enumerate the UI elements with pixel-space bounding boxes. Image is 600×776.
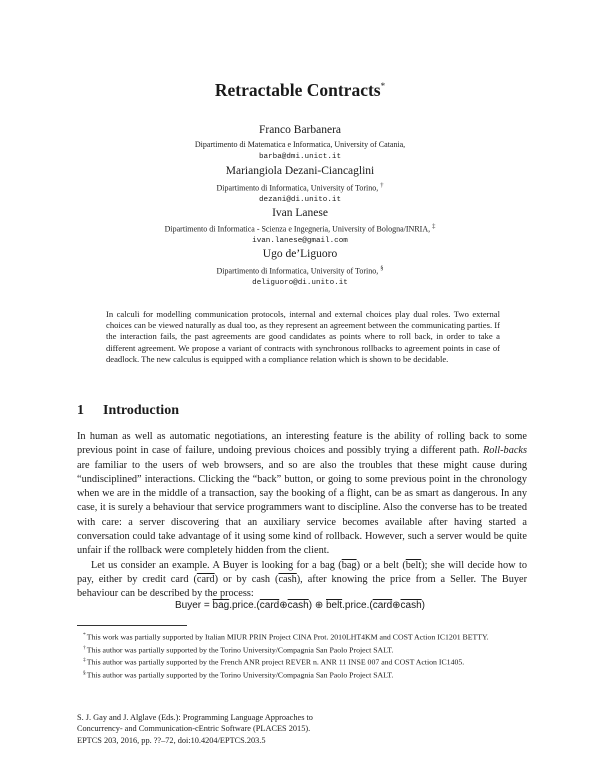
author-email: ivan.lanese@gmail.com <box>252 237 348 246</box>
paper-title <box>0 80 600 101</box>
buyer-process-formula <box>0 600 600 611</box>
affiliation-footnote-mark: † <box>380 182 384 189</box>
footnote-divider <box>77 625 187 626</box>
math-part: .price.( <box>229 600 260 611</box>
footnote-text: This work was partially supported by Italian MIUR PRIN Project CINA Prot. 2010LHT4KM and COST Action IC1201 BETTY. <box>86 632 489 642</box>
paragraph-text: are familiar to the users of web browsers, and so are also the troubles that these might cause during “undisciplined” interactions. Clicking the “back” button, or going to some previous point in the chronology when we are in the middle of a transaction, say the booking of a flight, can be as smart as dangerous. In any case, it is surely a behaviour that service programmers want to discipline. Also the converse has to be treated with care: a server discovering that an auxiliary service becomes available after having started a conversation could take advantage of it using some kind of rollback. However, such a server would be quite unfair if the rollback were completely hidden from the client. <box>77 459 527 557</box>
author-name: Franco Barbanera <box>258 124 342 136</box>
footnote <box>83 643 532 656</box>
paragraph-text: ) or a belt ( <box>356 559 406 571</box>
author-affiliation <box>0 181 600 206</box>
author-affiliation <box>0 264 600 289</box>
author-affiliation <box>0 140 600 162</box>
paper-title-text: Retractable Contracts <box>214 80 381 100</box>
publication-line: EPTCS 203, 2016, pp. ??–72, doi:10.4204/EPTCS.203.5 <box>77 735 266 745</box>
math-part: ⊕ <box>279 600 288 611</box>
abstract: In calculi for modelling communication protocols, internal and external choices play dual roles. Two external choices can be viewed naturally as dual too, as they represent an agreement between the communicating parties. If the interaction fails, the past agreements are good candidates as points where to roll back, in order to take a different agreement. We propose a variant of contracts with synchronous rollbacks to agreement points in case of deadlock. The new calculus is equipped with a compliance relation which is shown to be decidable. <box>106 309 500 364</box>
author-email: barba@dmi.unict.it <box>258 152 342 161</box>
footnote-text: This author was partially supported by the French ANR project REVER n. ANR 11 INSE 007 and COST Action IC1405. <box>86 657 465 667</box>
author-affiliation <box>0 222 600 247</box>
paragraph-text: In human as well as automatic negotiations, an interesting feature is the ability of rolling back to some previous point in case of failure, undoing previous choices and possibly trying a different path. <box>77 431 527 457</box>
paragraph-text: ); she will decide how to pay, either by credit card ( <box>77 559 527 585</box>
math-part: cash <box>400 600 422 611</box>
section-number: 1 <box>77 403 84 418</box>
math-part: cash <box>287 600 309 611</box>
affiliation-footnote-mark: ‡ <box>432 223 436 230</box>
affiliation-text: Dipartimento di Matematica e Informatica, University of Catania, <box>194 140 406 149</box>
affiliation-text: Dipartimento di Informatica - Scienza e Ingegneria, University of Bologna/INRIA, <box>164 224 431 234</box>
author-name: Ivan Lanese <box>272 207 328 219</box>
intro-paragraph-2 <box>77 559 527 602</box>
footnote <box>83 655 532 668</box>
math-part: card <box>372 600 393 611</box>
section-title: Introduction <box>103 403 179 418</box>
emphasis-rollbacks: Roll-backs <box>482 445 527 457</box>
author-email: dezani@di.unito.it <box>258 196 342 205</box>
math-part: ⊕ <box>392 600 401 611</box>
intro-body <box>77 430 527 602</box>
term-belt: belt <box>405 559 422 571</box>
footnote-text: This author was partially supported by the Torino University/Compagnia San Paolo Project SALT. <box>86 670 394 680</box>
paragraph-text: Let us consider an example. A Buyer is looking for a bag ( <box>91 559 342 571</box>
intro-paragraph-1 <box>77 430 527 559</box>
footnote-mark: † <box>83 644 86 651</box>
footnote <box>83 668 532 681</box>
publication-line: Concurrency- and Communication-cEntric Software (PLACES 2015). <box>77 724 311 734</box>
math-part: .price.( <box>342 600 373 611</box>
title-footnote-mark: * <box>380 81 386 92</box>
author-email: deliguoro@di.unito.it <box>252 279 348 288</box>
math-part: Buyer = <box>174 600 213 611</box>
term-bag: $\overline{bag}$ <box>341 559 357 571</box>
math-part: $\overline{bag}$ <box>212 600 230 611</box>
footnote <box>83 630 532 643</box>
affiliation-text: Dipartimento di Informatica, University of Torino, <box>216 183 379 193</box>
math-part: ) ⊕ <box>308 600 326 611</box>
author-name: Ugo de’Liguoro <box>262 248 338 260</box>
footnote-mark: * <box>83 632 86 638</box>
term-card: card <box>196 573 215 585</box>
affiliation-text: Dipartimento di Informatica, University of Torino, <box>216 266 379 276</box>
footnotes <box>77 630 532 680</box>
publication-line: S. J. Gay and J. Alglave (Eds.): Programming Language Approaches to <box>77 713 313 722</box>
publication-info <box>77 712 377 746</box>
footnote-text: This author was partially supported by the Torino University/Compagnia San Paolo Project SALT. <box>86 645 394 655</box>
paragraph-text: ), after knowing the price from a Seller. The Buyer behaviour can be described by the process: <box>77 573 528 600</box>
math-part: ) <box>421 600 425 611</box>
footnote-mark: ‡ <box>83 657 86 664</box>
affiliation-footnote-mark: § <box>380 265 384 272</box>
footnote-mark: § <box>83 669 86 676</box>
math-part: belt <box>326 600 343 611</box>
paragraph-text: ) or by cash ( <box>214 573 279 585</box>
math-part: card <box>259 600 280 611</box>
author-name: Mariangiola Dezani-Ciancaglini <box>225 165 375 177</box>
term-cash: cash <box>278 573 297 585</box>
section-heading <box>77 403 179 419</box>
